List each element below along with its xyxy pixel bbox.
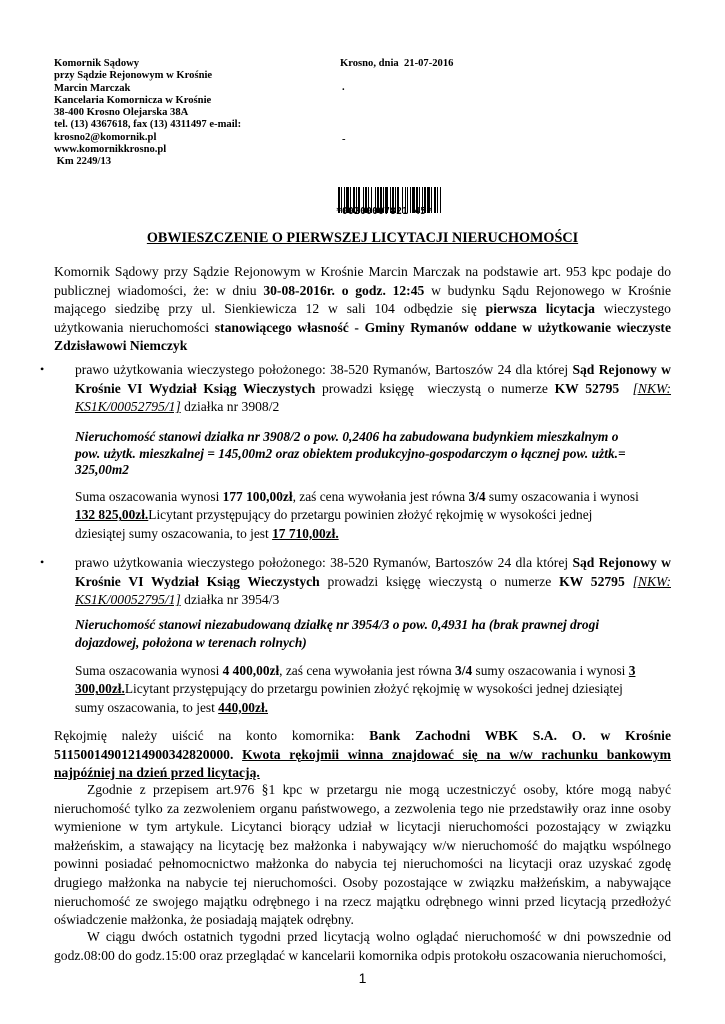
item-1-sum: 177 100,00zł xyxy=(222,489,293,504)
header-line-8: www.komornikkrosno.pl xyxy=(54,144,167,156)
item-2-call-label: , zaś cena wywołania jest równa xyxy=(279,663,456,678)
header-line-5: 38-400 Krosno Olejarska 38A xyxy=(54,107,189,119)
item-1-deposit-label: Licytant przystępujący do przetargu powinien złożyć rękojmię w wysokości jednej dziesiątej sumy oszacowania, to jest xyxy=(75,507,593,541)
item-2-text-1: prawo użytkowania wieczystego położonego: 38-520 Rymanów, Bartoszów 24 dla której xyxy=(75,555,573,570)
header-dot: . xyxy=(342,82,345,93)
item-1-sum-label: Suma oszacowania wynosi xyxy=(75,489,223,504)
first-auction-label: pierwsza licytacja xyxy=(485,301,595,317)
item-2-valuation xyxy=(75,662,645,717)
article-976-text: Zgodnie z przepisem art.976 §1 kpc w przetargu nie mogą uczestniczyć osoby, które mogą nabyć nieruchomość tylko za zezwoleniem organu państwowego, a zezwolenia tego nie przedstawiły oraz inne osoby wymienione w tym artykule. Licytanci biorący udział w licytacji nieruchomości pozostający w związku małżeńskim, a stawający na licytację bez małżonka i nabywający w/w nieruchomość do majątku wspólnego powinni posiadać pełnomocnictwo małżonka do nabycia tej nieruchomości na licytacji oraz uzyskać zgodę drugiego małżonka na nabycie tej nieruchomości. Osoby pozostające w związku małżeńskim, a nabywające nieruchomość ze swojego majątku odrębnego i na rzecz majątku odrębnego winni przed licytacją przedłożyć oświadczenie małżonka, że posiadają majątek odrębny. xyxy=(54,782,671,928)
item-2-text-3 xyxy=(625,574,633,589)
item-2-call-price: 3 300,00zł. xyxy=(75,663,636,697)
viewing-text: W ciągu dwóch ostatnich tygodni przed licytacją wolno oglądać nieruchomość w dni powszednie od godz.08:00 do godz.15:00 oraz przeglądać w kancelarii komornika odpis protokołu oszacowania nieruchomości, xyxy=(54,929,671,963)
bullet-2: • xyxy=(40,555,45,569)
item-2-description: Nieruchomość stanowi niezabudowaną działkę nr 3954/3 o pow. 0,4931 ha (brak prawnej drogi dojazdowej, położona w terenach rolnych) xyxy=(75,617,600,650)
deposit-deadline-note: Kwota rękojmii winna znajdować się na w/w rachunku bankowym najpóźniej na dzień przed licytacją. xyxy=(54,746,671,781)
bullet-1: • xyxy=(40,362,45,376)
item-1-description: Nieruchomość stanowi działka nr 3908/2 o pow. 0,2406 ha zabudowana budynkiem mieszkalnym o pow. użytk. mieszkalnej = 145,00m2 oraz obiektem produkcyjno-gospodarczym o łącznej pow. użtk.= 325,00m2 xyxy=(75,429,626,478)
deposit-space xyxy=(233,747,242,762)
item-1-text-2: prowadzi księgę wieczystą o numerze xyxy=(315,380,555,396)
deposit-text: Rękojmię należy uiścić na konto komornika: xyxy=(54,728,370,743)
item-1-text-3 xyxy=(619,381,632,396)
item-2-fraction: 3/4 xyxy=(455,663,473,678)
intro-text-1: Komornik Sądowy przy Sądzie Rejonowym w Krośnie Marcin Marczak na podstawie art. 953 kpc podaje do publicznej wiadomości, że: w dniu xyxy=(54,264,671,298)
item-2-sum: 4 400,00zł xyxy=(222,663,280,678)
title-text: OBWIESZCZENIE O PIERWSZEJ LICYTACJI NIERUCHOMOŚCI xyxy=(146,230,579,246)
item-1-valuation xyxy=(75,488,645,543)
barcode-number: *00200007821 45* xyxy=(336,206,433,217)
case-number: Km 2249/13 xyxy=(54,156,112,168)
auction-date: 30-08-2016r. o godz. 12:45 xyxy=(263,282,425,298)
header-line-3: Marcin Marczak xyxy=(54,82,131,94)
item-2-deposit-label: Licytant przystępujący do przetargu powinien złożyć rękojmię w wysokości jednej dziesiątej sumy oszacowania, to jest xyxy=(75,681,623,715)
item-1-fraction: 3/4 xyxy=(468,489,486,504)
item-2-call-text: sumy oszacowania i wynosi xyxy=(472,663,629,678)
item-2-kw-number: KW 52795 xyxy=(559,573,625,589)
item-1-call-price: 132 825,00zł. xyxy=(75,507,149,523)
item-1-kw-number: KW 52795 xyxy=(554,380,620,396)
item-1-court: Sąd Rejonowy w Krośnie VI Wydział Ksiąg Wieczystych xyxy=(75,362,671,396)
header-line-1: Komornik Sądowy xyxy=(54,58,140,69)
item-2-text-2: prowadzi księgę wieczystą o numerze xyxy=(319,573,560,589)
article-976-paragraph xyxy=(54,781,671,930)
item-2-court: Sąd Rejonowy w Krośnie VI Wydział Ksiąg Wieczystych xyxy=(75,555,671,589)
intro-text-2: w budynku Sądu Rejonowego w Krośnie mającego siedzibę przy ul. Sienkiewicza 12 w sali 104 odbędzie się xyxy=(54,282,672,317)
item-1-nkw: [NKW: KS1K/00052795/1] xyxy=(75,380,672,415)
header-line-7: krosno2@komornik.pl xyxy=(54,131,157,143)
bank-account: Bank Zachodni WBK S.A. O. w Krośnie 51150014901214900342820000. xyxy=(54,728,671,762)
item-2-sum-label: Suma oszacowania wynosi xyxy=(75,663,223,678)
intro-text-3: wieczystego użytkowania nieruchomości xyxy=(54,301,671,335)
document-title xyxy=(0,230,725,247)
item-1-parcel: działka nr 3908/2 xyxy=(180,399,280,415)
item-2-right xyxy=(75,554,671,610)
item-1-call-text: sumy oszacowania i wynosi xyxy=(485,489,646,504)
item-2-parcel: działka nr 3954/3 xyxy=(180,592,280,608)
item-1-text-1: prawo użytkowania wieczystego położonego: 38-520 Rymanów, Bartoszów 24 dla której xyxy=(75,362,573,377)
item-2-nkw: [NKW: KS1K/00052795/1] xyxy=(75,573,671,608)
header-line-2: przy Sądzie Rejonowym w Krośnie xyxy=(54,70,213,82)
item-1-call-label: , zaś cena wywołania jest równa xyxy=(292,489,469,504)
header-dash: - xyxy=(342,134,346,145)
header-line-6: tel. (13) 4367618, fax (13) 4311497 e-mail: xyxy=(54,119,242,131)
page-number: 1 xyxy=(358,970,367,986)
deposit-paragraph xyxy=(54,727,671,783)
bailiff-header xyxy=(54,58,241,169)
intro-paragraph xyxy=(54,263,671,356)
header-line-4: Kancelaria Komornicza w Krośnie xyxy=(54,94,212,106)
item-1-deposit: 17 710,00zł. xyxy=(272,525,339,541)
ownership-statement: stanowiącego własność - Gminy Rymanów oddane w użytkowanie wieczyste Zdzisławowi Niemczyk xyxy=(54,319,671,354)
viewing-paragraph xyxy=(54,928,671,965)
item-2-deposit: 440,00zł. xyxy=(218,699,269,715)
item-1-right xyxy=(75,361,671,417)
place-date: Krosno, dnia 21-07-2016 xyxy=(340,58,454,69)
